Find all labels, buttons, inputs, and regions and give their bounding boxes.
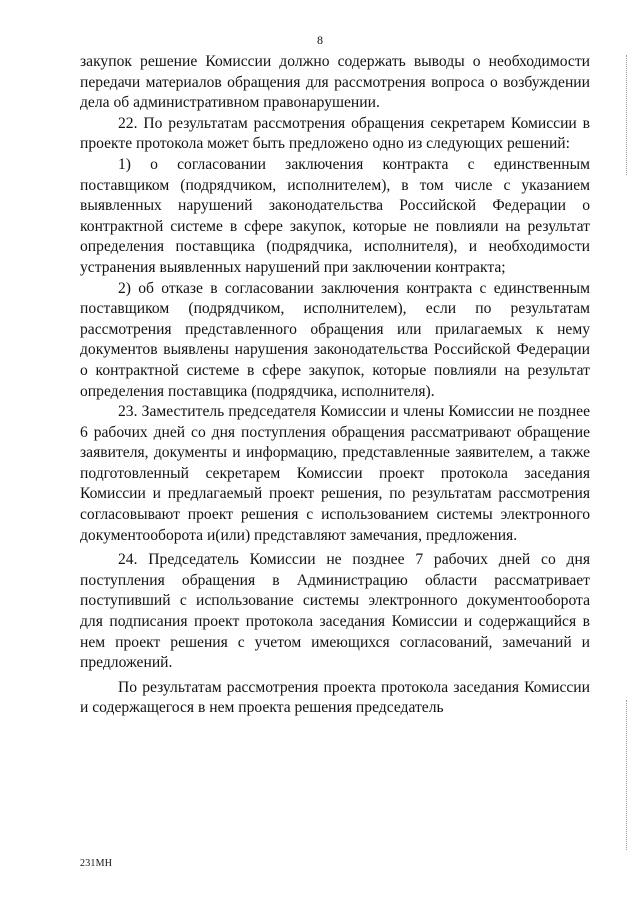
paragraph-22: 22. По результатам рассмотрения обращения секретарем Комиссии в проекте протокола может быть предложено одно из следующих решений: <box>80 114 590 153</box>
scan-edge-mark <box>626 700 628 850</box>
paragraph-24: 24. Председатель Комиссии не позднее 7 рабочих дней со дня поступления обращения в Администрацию области рассматривает поступивший с использование системы электронного документооборота для подписания проект протокола заседания Комиссии и содержащийся в нем проект решения с учетом имеющихся согласований, замечаний и предложений. <box>80 551 590 672</box>
scan-edge-mark <box>626 55 628 175</box>
paragraph-continuation: закупок решение Комиссии должно содержать выводы о необходимости передачи материалов обращения для рассмотрения вопроса о возбуждении дела об административном правонарушении. <box>80 53 590 112</box>
paragraph-final: По результатам рассмотрения проекта протокола заседания Комиссии и содержащегося в нем проекта решения председатель <box>80 678 590 717</box>
document-code: 231МН <box>80 858 113 869</box>
paragraph-22-item-1: 1) о согласовании заключения контракта с единственным поставщиком (подрядчиком, исполнителем), в том числе с указанием выявленных нарушений законодательства Российской Федерации о контрактной системе в сфере закупок, которые не повлияли на результат определения поставщика (подрядчика, исполнителя), и необходимости устранения выявленных нарушений при заключении контракта; <box>80 155 590 276</box>
page-number: 8 <box>317 33 323 47</box>
document-body <box>80 52 590 719</box>
paragraph-23: 23. Заместитель председателя Комиссии и члены Комиссии не позднее 6 рабочих дней со дня поступления обращения рассматривают обращение заявителя, документы и информацию, представленные заявителем, а также подготовленный секретарем Комиссии проект протокола заседания Комиссии и предлагаемый проект решения, по результатам рассмотрения согласовывают проект решения с использованием системы электронного документооборота и(или) представляют замечания, предложения. <box>80 403 590 544</box>
paragraph-22-item-2: 2) об отказе в согласовании заключения контракта с единственным поставщиком (подрядчиком, исполнителем), если по результатам рассмотрения представленного обращения или прилагаемых к нему документов выявлены нарушения законодательства Российской Федерации о контрактной системе в сфере закупок, которые повлияли на результат определения поставщика (подрядчика, исполнителя). <box>80 279 590 400</box>
